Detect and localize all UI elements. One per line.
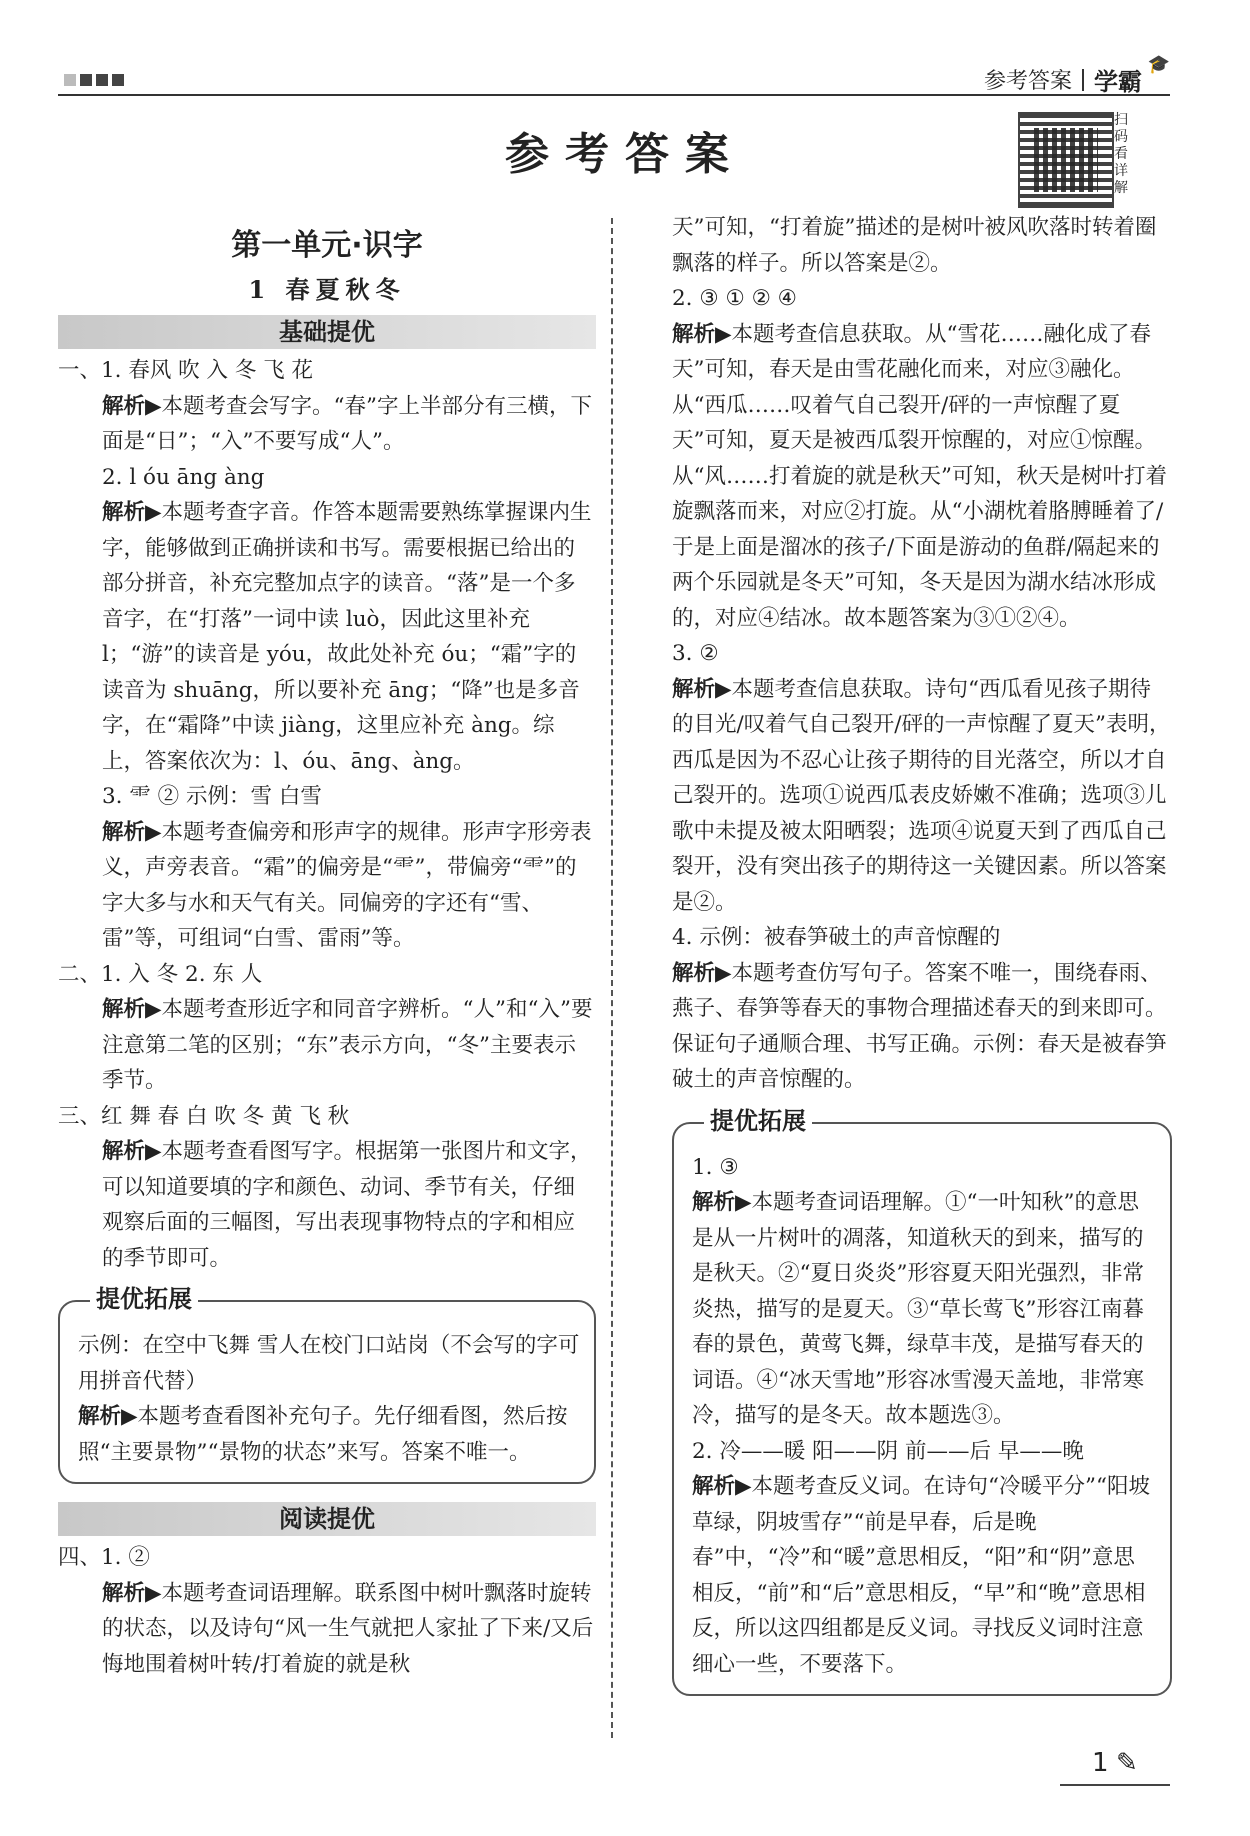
section-reading: 阅读提优 [58, 1502, 596, 1536]
answer-q1-3: 3. ⻗ ② 示例：雪 白雪 [102, 784, 322, 809]
unit-title: 第一单元·识字 [231, 228, 423, 263]
extend-answer-1: 1. ③ [692, 1154, 739, 1180]
analysis-q1-3: 解析▶本题考查偏旁和形声字的规律。形声字形旁表义，声旁表音。“霜”的偏旁是“⻗”，带偏旁“⻗”的字大多与水和天气有关。同偏旁的字还有“雪、雷”等，可组词“白雪、雷雨”等。 [102, 819, 592, 951]
extend-analysis-2: 解析▶本题考查反义词。在诗句“冷暖平分”“阳坡草绿，阴坡雪存”“前是早春，后是晚春”中，“冷”和“暖”意思相反，“阳”和“阴”意思相反，“前”和“后”意思相反，“早”和“晚”意思相反，所以这四组都是反义词。寻找反义词时注意细心一些，不要落下。 [692, 1474, 1151, 1677]
extend-box-right [672, 1106, 1172, 1697]
graduation-cap-icon: 🎓 [1147, 54, 1170, 75]
page-title: 参考答案 [505, 129, 745, 180]
answer-q4-4: 4. 示例：被春笋破土的声音惊醒的 [672, 925, 1001, 950]
answer-q4-1: 四、1. ② [58, 1545, 150, 1570]
answer-q1-1: 一、1. 春风 吹 入 冬 飞 花 [58, 358, 314, 383]
page-number: 1 [1092, 1748, 1109, 1778]
footer-line [1060, 1784, 1170, 1786]
analysis-q4-2: 解析▶本题考查信息获取。从“雪花……融化成了春天”可知，春天是由雪花融化而来，对应③融化。从“西瓜……叹着气自己裂开/砰的一声惊醒了夏天”可知，夏天是被西瓜裂开惊醒的，对应①惊醒。从“风……打着旋的就是秋天”可知，秋天是树叶打着旋飘落而来，对应②打旋。从“小湖枕着胳膊睡着了/于是上面是溜冰的孩子/下面是游动的鱼群/隔起来的两个乐园就是冬天”可知，冬天是因为湖水结冰形成的，对应④结冰。故本题答案为③①②④。 [672, 321, 1167, 631]
section-basic: 基础提优 [58, 315, 596, 349]
analysis-q1-1: 解析▶本题考查会写字。“春”字上半部分有三横，下面是“日”；“入”不要写成“人”。 [102, 393, 593, 454]
extend-analysis: 解析▶本题考查看图补充句子。先仔细看图，然后按照“主要景物”“景物的状态”来写。答案不唯一。 [78, 1404, 568, 1465]
brand-logo: 学霸 [1094, 68, 1142, 96]
extend-box-title: 提优拓展 [90, 1282, 198, 1318]
header-bar [58, 54, 1170, 96]
analysis-q2: 解析▶本题考查形近字和同音字辨析。“人”和“入”要注意第二笔的区别；“东”表示方向，“冬”主要表示季节。 [102, 997, 593, 1093]
right-column [672, 210, 1172, 1696]
extend-analysis-1: 解析▶本题考查词语理解。①“一叶知秋”的意思是从一片树叶的凋落，知道秋天的到来，描写的是秋天。②“夏日炎炎”形容夏天阳光强烈，非常炎热，描写的是夏天。③“草长莺飞”形容江南暮春的景色，黄莺飞舞，绿草丰茂，是描写春天的词语。④“冰天雪地”形容冰雪漫天盖地，非常寒冷，描写的是冬天。故本题选③。 [692, 1190, 1144, 1428]
analysis-q1-2: 解析▶本题考查字音。作答本题需要熟练掌握课内生字，能够做到正确拼读和书写。需要根据已给出的部分拼音，补充完整加点字的读音。“落”是一个多音字，在“打落”一词中读 luò，因此这里补充 l；“游”的读音是 yóu，故此处补充 óu；“霜”字的读音为 shuāng，所以要补充 āng；“降”也是多音字，在“霜降”中读 jiàng，这里应补充 àng。综上，答案依次为：l、óu、āng、àng。 [102, 500, 592, 774]
analysis-q4-1-cont: 天”可知，“打着旋”描述的是树叶被风吹落时转着圈飘落的样子。所以答案是②。 [672, 215, 1157, 276]
extend-answer: 示例：在空中飞舞 雪人在校门口站岗（不会写的字可用拼音代替） [78, 1333, 580, 1394]
header-right [984, 62, 1142, 97]
analysis-q4-1: 解析▶本题考查词语理解。联系图中树叶飘落时旋转的状态，以及诗句“风一生气就把人家扯了下来/又后悔地围着树叶转/打着旋的就是秋 [102, 1580, 594, 1677]
left-column [58, 218, 596, 1682]
answer-q4-3: 3. ② [672, 641, 719, 666]
pencil-icon: ✎ [1116, 1748, 1138, 1778]
answer-q2: 二、1. 入 冬 2. 东 人 [58, 961, 263, 987]
answer-q3: 三、红 舞 春 白 吹 冬 黄 飞 秋 [58, 1103, 350, 1129]
header-section: 参考答案 [983, 69, 1072, 94]
lesson-title: 1 春夏秋冬 [248, 274, 406, 304]
answer-q1-2: 2. l óu āng àng [102, 464, 265, 490]
qr-caption: 扫码看详解 [1114, 112, 1128, 196]
header-decoration [64, 74, 124, 86]
analysis-q4-3: 解析▶本题考查信息获取。诗句“西瓜看见孩子期待的目光/叹着气自己裂开/砰的一声惊醒了夏天”表明，西瓜是因为不忍心让孩子期待的目光落空，所以才自己裂开的。选项①说西瓜表皮娇嫩不准确；选项③儿歌中未提及被太阳晒裂；选项④说夏天到了西瓜自己裂开，没有突出孩子的期待这一关键因素。所以答案是②。 [672, 676, 1171, 915]
column-divider [611, 218, 613, 1738]
analysis-q4-4: 解析▶本题考查仿写句子。答案不唯一，围绕春雨、燕子、春笋等春天的事物合理描述春天的到来即可。保证句子通顺合理、书写正确。示例：春天是被春笋破土的声音惊醒的。 [672, 960, 1167, 1092]
extend-answer-2: 2. 冷——暖 阳——阴 前——后 早——晚 [692, 1438, 1084, 1464]
extend-box-title: 提优拓展 [704, 1104, 812, 1140]
qr-code-icon[interactable] [1018, 112, 1114, 208]
extend-box-left [58, 1285, 596, 1484]
analysis-q3: 解析▶本题考查看图写字。根据第一张图片和文字，可以知道要填的字和颜色、动词、季节有关，仔细观察后面的三幅图，写出表现事物特点的字和相应的季节即可。 [102, 1139, 592, 1271]
answer-q4-2: 2. ③ ① ② ④ [672, 286, 797, 311]
